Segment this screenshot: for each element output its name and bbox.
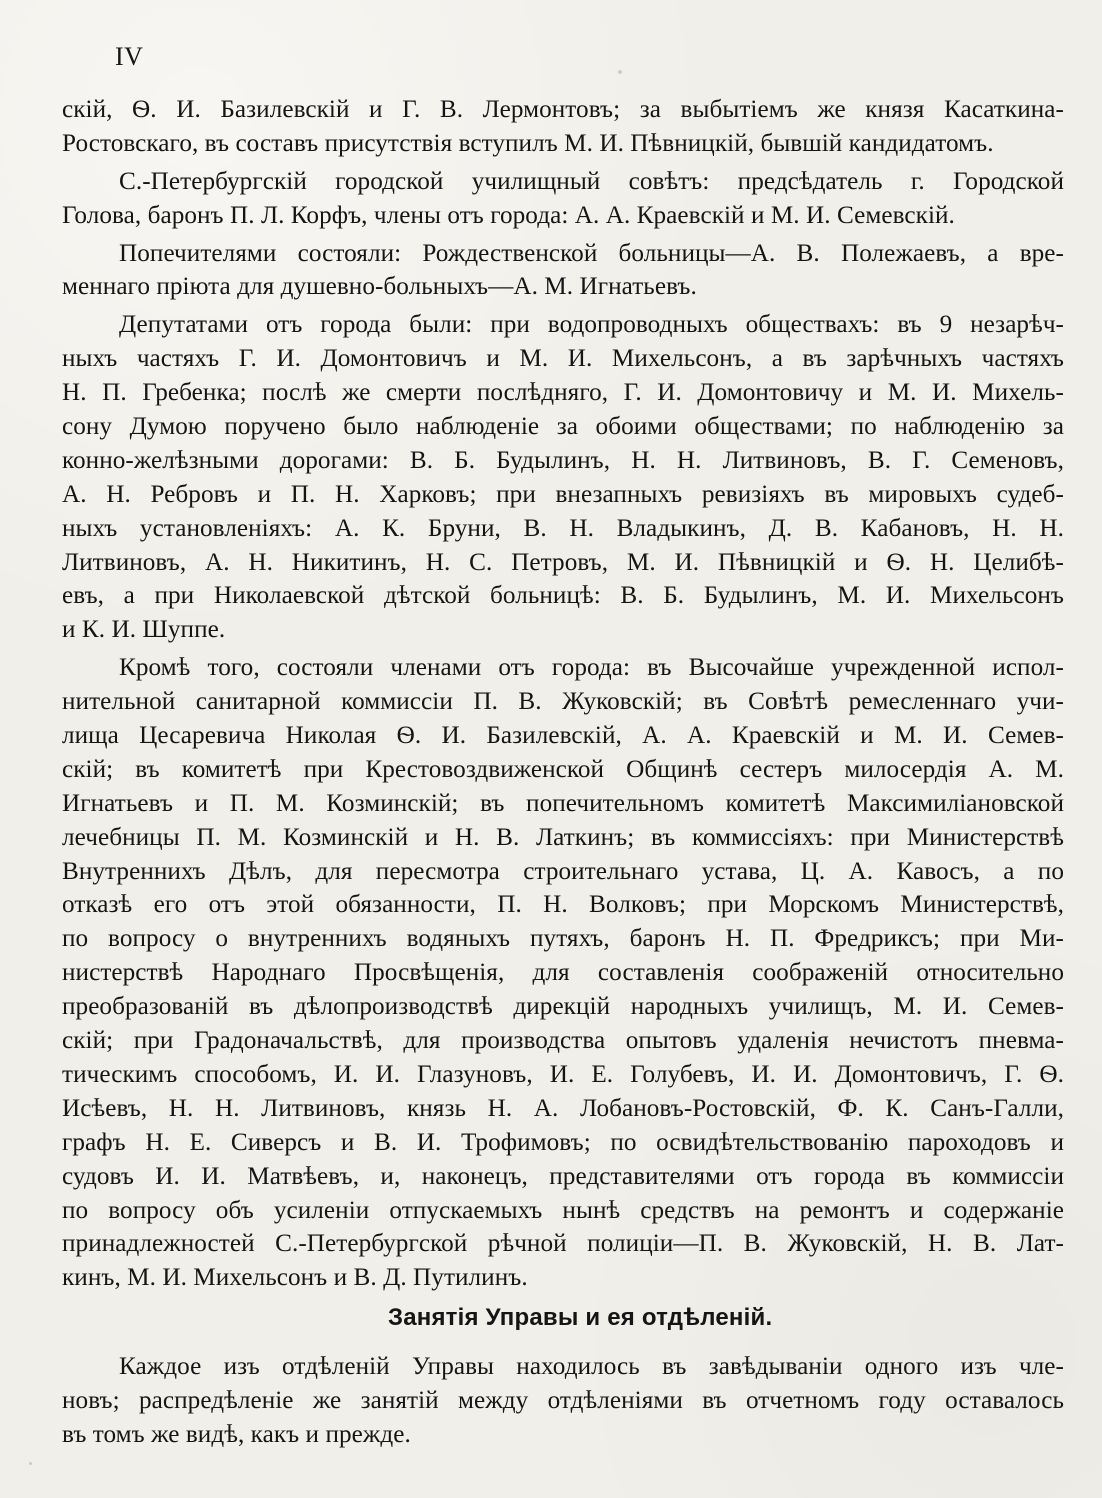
text-line: ныхъ установленіяхъ: А. К. Бруни, В. Н. Владыкинъ, Д. В. Кабановъ, Н. Н. (62, 514, 1064, 542)
text-line: скій, Ѳ. И. Базилевскій и Г. В. Лермонтовъ; за выбытіемъ же князя Касаткина- (62, 96, 1064, 123)
page-number: IV (115, 42, 144, 71)
paper-speck (29, 1462, 32, 1465)
text-line: новъ; распредѣленіе же занятій между отдѣленіями въ отчетномъ году оставалось (62, 1386, 1064, 1414)
section-heading: Занятія Управы и ея отдѣленій. (388, 1304, 773, 1331)
text-line: Литвиновъ, А. Н. Никитинъ, Н. С. Петровъ, М. И. Пѣвницкій и Ѳ. Н. Целибѣ- (62, 548, 1064, 576)
text-line: сону Думою поручено было наблюденіе за обоими обществами; по наблюденію за (62, 413, 1064, 441)
main-text (62, 93, 1064, 1299)
text-line: въ томъ же видѣ, какъ и прежде. (62, 1420, 411, 1448)
text-line: Исѣевъ, Н. Н. Литвиновъ, князь Н. А. Лобановъ-Ростовскій, Ф. К. Санъ-Галли, (62, 1094, 1064, 1122)
text-line: Н. П. Гребенка; послѣ же смерти послѣдняго, Г. И. Домонтовичу и М. И. Михель- (62, 379, 1064, 407)
text-line: Каждое изъ отдѣленій Управы находилось въ завѣдываніи одного изъ чле- (119, 1353, 1064, 1380)
text-line: нительной санитарной коммиссіи П. В. Жуковскій; въ Совѣтѣ ремесленнаго учи- (62, 688, 1064, 716)
text-line: скій; въ комитетѣ при Крестовоздвиженской Общинѣ сестеръ милосердія А. М. (62, 755, 1064, 783)
text-line: и К. И. Шуппе. (62, 616, 226, 644)
paper-speck (618, 70, 622, 74)
paragraph-additional-members (62, 651, 1064, 1295)
text-line: отказѣ его отъ этой обязанности, П. Н. Волковъ; при Морскомъ Министерствѣ, (62, 891, 1064, 919)
text-line: принадлежностей С.-Петербургской рѣчной полиціи—П. В. Жуковскій, Н. В. Лат- (62, 1230, 1064, 1258)
text-line: скій; при Градоначальствѣ, для производства опытовъ удаленія нечистотъ пневма- (62, 1027, 1064, 1055)
text-line: Внутреннихъ Дѣлъ, для пересмотра строительнаго устава, Ц. А. Кавосъ, а по (62, 857, 1064, 885)
text-line: Игнатьевъ и П. М. Козминскій; въ попечительномъ комитетѣ Максимиліановской (62, 789, 1064, 817)
paragraph-deputies (62, 308, 1064, 647)
text-line: лища Цесаревича Николая Ѳ. И. Базилевскій, А. А. Краевскій и М. И. Семев- (62, 722, 1064, 750)
text-line: лечебницы П. М. Козминскій и Н. В. Латкинъ; въ коммиссіяхъ: при Министерствѣ (62, 823, 1064, 851)
text-line: меннаго пріюта для душевно-больныхъ—А. М. Игнатьевъ. (62, 273, 697, 301)
text-line: графъ Н. Е. Сиверсъ и В. И. Трофимовъ; по освидѣтельствованію пароходовъ и (62, 1128, 1064, 1156)
text-line: конно-желѣзными дорогами: В. Б. Будылинъ, Н. Н. Литвиновъ, В. Г. Семеновъ, (62, 446, 1064, 474)
text-line: Кромѣ того, состояли членами отъ города: въ Высочайше учрежденной испол- (119, 654, 1064, 682)
text-line: Ростовскаго, въ составъ присутствія вступилъ М. И. Пѣвницкій, бывшій кандидатомъ. (62, 129, 994, 157)
text-line: евъ, а при Николаевской дѣтской больницѣ: В. Б. Будылинъ, М. И. Михельсонъ (62, 582, 1064, 610)
text-line: кинъ, М. И. Михельсонъ и В. Д. Путилинъ. (62, 1264, 528, 1292)
text-line: нистерствѣ Народнаго Просвѣщенія, для составленія соображеній относительно (62, 959, 1064, 987)
text-line: судовъ И. И. Матвѣевъ, и, наконецъ, представителями отъ города въ коммиссіи (62, 1162, 1064, 1190)
text-line: ныхъ частяхъ Г. И. Домонтовичъ и М. И. Михельсонъ, а въ зарѣчныхъ частяхъ (62, 345, 1064, 373)
text-line: преобразованій въ дѣлопроизводствѣ дирекцій народныхъ училищъ, М. И. Семев- (62, 993, 1064, 1021)
text-line: по вопросу о внутреннихъ водяныхъ путяхъ, баронъ Н. П. Фредриксъ; при Ми- (62, 925, 1064, 953)
text-line: по вопросу объ усиленіи отпускаемыхъ нынѣ средствъ на ремонтъ и содержаніе (62, 1196, 1064, 1224)
paragraph-school-council (62, 165, 1064, 233)
text-line: Депутатами отъ города были: при водопроводныхъ обществахъ: въ 9 незарѣч- (119, 311, 1064, 339)
text-line: тическимъ способомъ, И. И. Глазуновъ, И. Е. Голубевъ, И. И. Домонтовичъ, Г. Ѳ. (62, 1060, 1064, 1088)
section-text (62, 1350, 1064, 1452)
text-line: Попечителями состояли: Рождественской больницы—А. В. Полежаевъ, а вре- (119, 239, 1064, 267)
paragraph-trustees (62, 237, 1064, 305)
text-line: А. Н. Ребровъ и П. Н. Харковъ; при внезапныхъ ревизіяхъ въ мировыхъ судеб- (62, 480, 1064, 508)
text-line: Голова, баронъ П. Л. Корфъ, члены отъ города: А. А. Краевскій и М. И. Семевскій. (62, 201, 955, 229)
text-line: С.-Петербургскій городской училищный совѣтъ: предсѣдатель г. Городской (119, 167, 1064, 195)
paragraph-continued-membership (62, 93, 1064, 161)
